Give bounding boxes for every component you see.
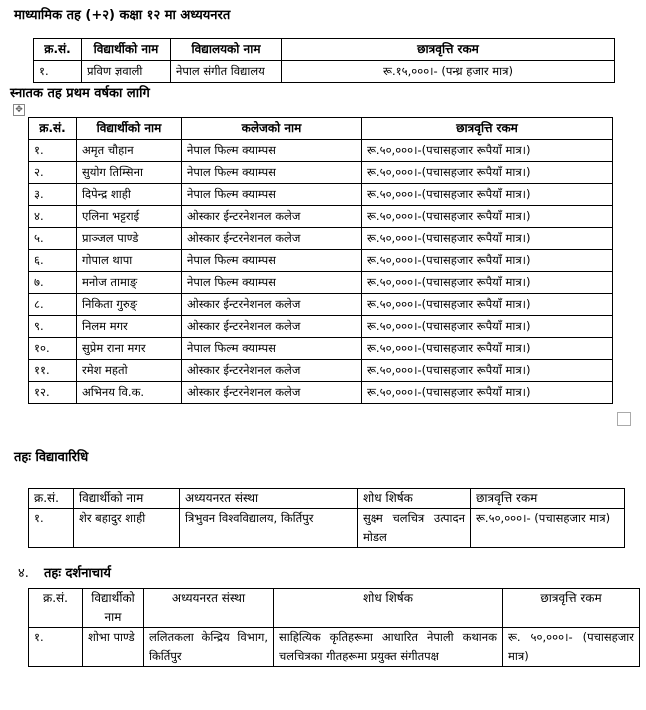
table-row: [29, 162, 613, 184]
table-row: [29, 382, 613, 404]
header-institution: अध्ययनरत संस्था: [144, 589, 274, 628]
cell-student-name: अमृत चौहान: [77, 140, 182, 162]
cell-serial: ४.: [29, 206, 77, 228]
mphil-scholarship-table: [28, 588, 640, 667]
cell-serial: ९.: [29, 316, 77, 338]
cell-student-name: रमेश महतो: [77, 360, 182, 382]
cell-serial: २.: [29, 162, 77, 184]
section-number: ४.: [18, 566, 29, 581]
cell-scholarship-amount: रू.५०,०००।-(पचासहजार रूपैयाँ मात्र।): [362, 316, 613, 338]
header-serial: क्र.सं.: [29, 489, 74, 509]
cell-scholarship-amount: रू.५०,०००।-(पचासहजार रूपैयाँ मात्र।): [362, 272, 613, 294]
cell-serial: १०.: [29, 338, 77, 360]
cell-student-name: निलम मगर: [77, 316, 182, 338]
table-row: [34, 61, 615, 83]
cell-college-name: ओस्कार ईन्टरनेशनल कलेज: [182, 206, 362, 228]
cell-student-name: प्राञ्जल पाण्डे: [77, 228, 182, 250]
cell-college-name: नेपाल फिल्म क्याम्पस: [182, 338, 362, 360]
cell-serial: १.: [29, 509, 74, 548]
header-college-name: कलेजको नाम: [182, 118, 362, 140]
cell-serial: १.: [29, 628, 83, 667]
cell-serial: ७.: [29, 272, 77, 294]
cell-college-name: नेपाल फिल्म क्याम्पस: [182, 162, 362, 184]
table-row: [29, 360, 613, 382]
cell-college-name: ओस्कार ईन्टरनेशनल कलेज: [182, 294, 362, 316]
header-serial: क्र.सं.: [29, 118, 77, 140]
table-header-row: [29, 489, 625, 509]
header-student-name: विद्यार्थीको नाम: [82, 39, 171, 61]
section-heading-bachelor-level: स्नातक तह प्रथम वर्षका लागि: [10, 86, 150, 101]
cell-serial: १.: [29, 140, 77, 162]
table-row: [29, 316, 613, 338]
header-research-title: शोध शिर्षक: [358, 489, 471, 509]
cell-student-name: दिपेन्द्र शाही: [77, 184, 182, 206]
cell-college-name: ओस्कार ईन्टरनेशनल कलेज: [182, 228, 362, 250]
cell-serial: ५.: [29, 228, 77, 250]
cell-student-name: मनोज तामाङ्: [77, 272, 182, 294]
table-row: [29, 184, 613, 206]
table-row: [29, 272, 613, 294]
cell-scholarship-amount: रू. ५०,०००।- (पचासहजार मात्र): [503, 628, 640, 667]
cell-college-name: नेपाल फिल्म क्याम्पस: [182, 250, 362, 272]
cell-college-name: नेपाल फिल्म क्याम्पस: [182, 140, 362, 162]
cell-scholarship-amount: रू.५०,०००।-(पचासहजार रूपैयाँ मात्र।): [362, 294, 613, 316]
cell-student-name: सुयोग तिम्सिना: [77, 162, 182, 184]
cell-student-name: प्रविण ज्ञवाली: [82, 61, 171, 83]
table-row: [29, 509, 625, 548]
cell-student-name: गोपाल थापा: [77, 250, 182, 272]
cell-scholarship-amount: रू.१५,०००।- (पन्ध्र हजार मात्र): [282, 61, 615, 83]
header-student-name: विद्यार्थीको नाम: [77, 118, 182, 140]
section-heading-mphil: तहः दर्शनाचार्य: [44, 566, 111, 581]
cell-serial: १२.: [29, 382, 77, 404]
cell-serial: ८.: [29, 294, 77, 316]
cell-scholarship-amount: रू.५०,०००।-(पचासहजार रूपैयाँ मात्र।): [362, 184, 613, 206]
cell-student-name: अभिनय वि.क.: [77, 382, 182, 404]
table-header-row: [34, 39, 615, 61]
cell-college-name: ओस्कार ईन्टरनेशनल कलेज: [182, 382, 362, 404]
section-heading-phd: तहः विद्यावारिधि: [14, 450, 89, 465]
phd-scholarship-table: [28, 488, 625, 548]
header-student-name: विद्यार्थीको नाम: [83, 589, 144, 628]
cell-serial: ३.: [29, 184, 77, 206]
cell-school-name: नेपाल संगीत विद्यालय: [171, 61, 282, 83]
cell-scholarship-amount: रू.५०,०००।-(पचासहजार रूपैयाँ मात्र।): [362, 382, 613, 404]
cell-college-name: नेपाल फिल्म क्याम्पस: [182, 272, 362, 294]
table-row: [29, 206, 613, 228]
bachelor-scholarship-table: [28, 117, 613, 404]
cell-research-title: साहित्यिक कृतिहरूमा आधारित नेपाली कथानक चलचित्रका गीतहरूमा प्रयुक्त संगीतपक्ष: [274, 628, 503, 667]
header-scholarship-amount: छात्रवृत्ति रकम: [282, 39, 615, 61]
header-serial: क्र.सं.: [34, 39, 82, 61]
cell-student-name: निकिता गुरुङ्: [77, 294, 182, 316]
header-scholarship-amount: छात्रवृत्ति रकम: [503, 589, 640, 628]
cell-scholarship-amount: रू.५०,०००।-(पचासहजार रूपैयाँ मात्र।): [362, 140, 613, 162]
table-move-handle-icon[interactable]: ✥: [13, 104, 25, 116]
cell-scholarship-amount: रू.५०,०००।-(पचासहजार रूपैयाँ मात्र।): [362, 228, 613, 250]
cell-college-name: ओस्कार ईन्टरनेशनल कलेज: [182, 360, 362, 382]
header-research-title: शोध शिर्षक: [274, 589, 503, 628]
table-header-row: [29, 589, 640, 628]
header-scholarship-amount: छात्रवृत्ति रकम: [471, 489, 625, 509]
cell-institution: ललितकला केन्द्रिय विभाग, किर्तिपुर: [144, 628, 274, 667]
table-row: [29, 294, 613, 316]
header-serial: क्र.सं.: [29, 589, 83, 628]
cell-scholarship-amount: रू.५०,०००।-(पचासहजार रूपैयाँ मात्र।): [362, 162, 613, 184]
table-resize-handle[interactable]: [617, 412, 631, 426]
cell-college-name: नेपाल फिल्म क्याम्पस: [182, 184, 362, 206]
cell-student-name: शोभा पाण्डे: [83, 628, 144, 667]
table-row: [29, 140, 613, 162]
cell-serial: ६.: [29, 250, 77, 272]
table-row: [29, 228, 613, 250]
table-row: [29, 338, 613, 360]
header-school-name: विद्यालयको नाम: [171, 39, 282, 61]
cell-student-name: एलिना भट्टराई: [77, 206, 182, 228]
table-header-row: [29, 118, 613, 140]
header-student-name: विद्यार्थीको नाम: [74, 489, 180, 509]
cell-college-name: ओस्कार ईन्टरनेशनल कलेज: [182, 316, 362, 338]
cell-scholarship-amount: रू.५०,०००।-(पचासहजार रूपैयाँ मात्र।): [362, 250, 613, 272]
cell-scholarship-amount: रू.५०,०००।- (पचासहजार मात्र): [471, 509, 625, 548]
cell-institution: त्रिभुवन विश्वविद्यालय, किर्तिपुर: [180, 509, 358, 548]
cell-student-name: शेर बहादुर शाही: [74, 509, 180, 548]
table-row: [29, 628, 640, 667]
cell-research-title: सुक्ष्म चलचित्र उत्पादन मोडल: [358, 509, 471, 548]
header-scholarship-amount: छात्रवृत्ति रकम: [362, 118, 613, 140]
cell-serial: १.: [34, 61, 82, 83]
secondary-scholarship-table: [33, 38, 615, 83]
cell-scholarship-amount: रू.५०,०००।-(पचासहजार रूपैयाँ मात्र।): [362, 360, 613, 382]
header-institution: अध्ययनरत संस्था: [180, 489, 358, 509]
section-heading-secondary-level: माध्यामिक तह (+२) कक्षा १२ मा अध्ययनरत: [14, 8, 231, 23]
cell-scholarship-amount: रू.५०,०००।-(पचासहजार रूपैयाँ मात्र।): [362, 206, 613, 228]
cell-scholarship-amount: रू.५०,०००।-(पचासहजार रूपैयाँ मात्र।): [362, 338, 613, 360]
table-row: [29, 250, 613, 272]
cell-student-name: सुप्रेम राना मगर: [77, 338, 182, 360]
cell-serial: ११.: [29, 360, 77, 382]
